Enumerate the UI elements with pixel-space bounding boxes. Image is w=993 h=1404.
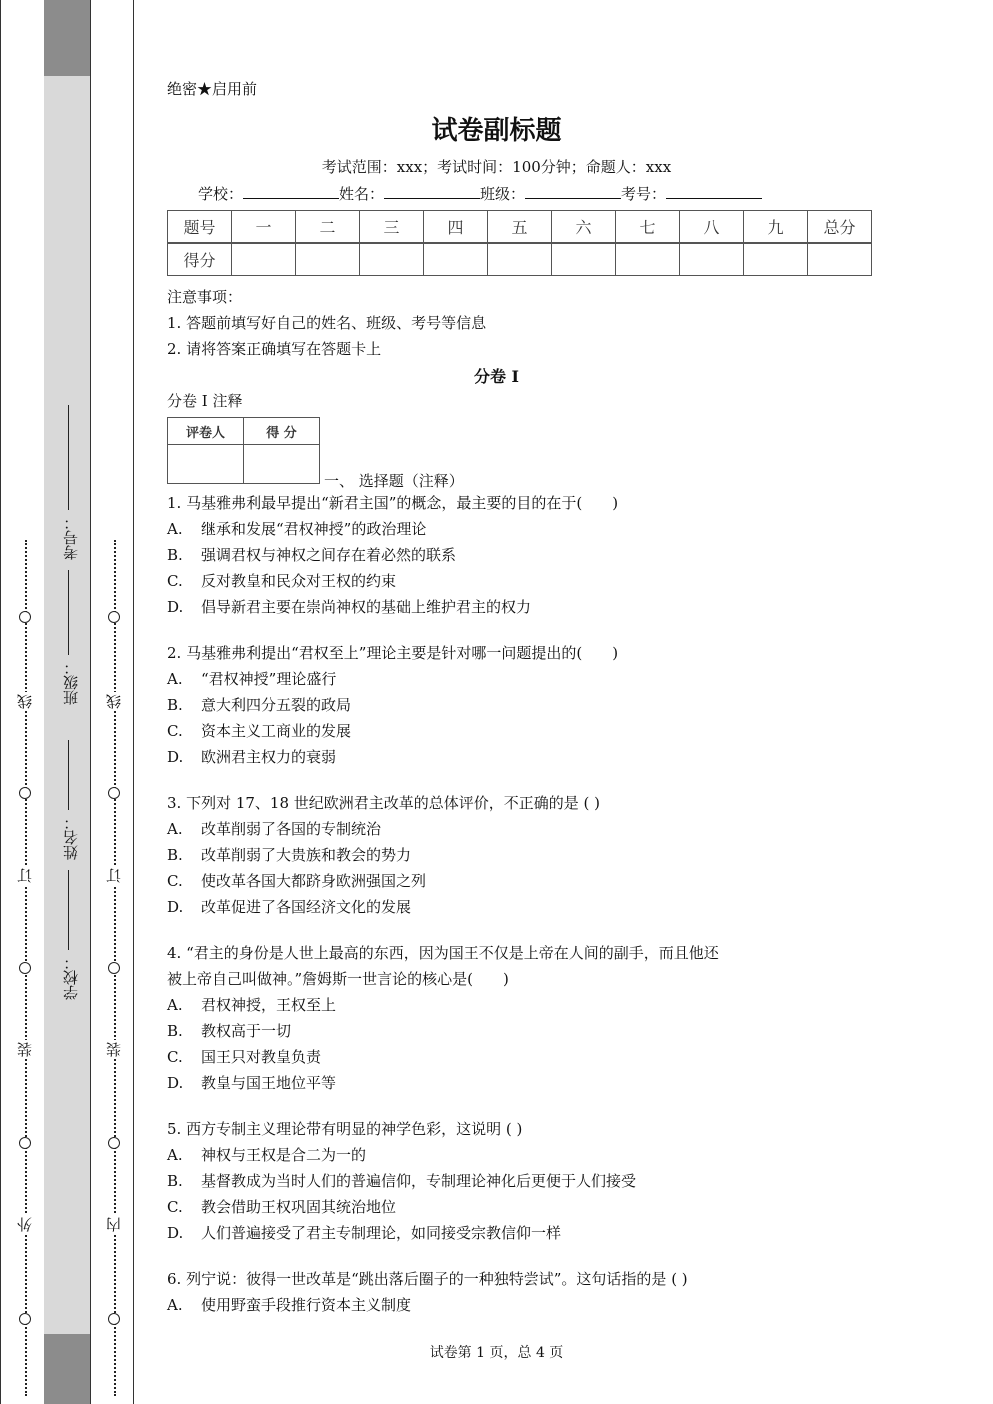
score-header-cell: 五 bbox=[488, 211, 552, 244]
binding-hole bbox=[108, 1137, 120, 1149]
binding-char-inner: 订 bbox=[105, 868, 123, 883]
binding-hole bbox=[19, 787, 31, 799]
binding-label-name: 姓名： bbox=[62, 815, 80, 860]
option-a[interactable]: A. 继承和发展“君权神授”的政治理论 bbox=[167, 520, 427, 538]
score-cell[interactable] bbox=[616, 243, 680, 276]
binding-hole bbox=[19, 1137, 31, 1149]
score-header-cell: 三 bbox=[360, 211, 424, 244]
score-header-cell: 总分 bbox=[808, 211, 872, 244]
binding-blank bbox=[68, 405, 69, 510]
binding-char-inner: 线 bbox=[105, 694, 123, 709]
field-exam-no-label: 考号： bbox=[621, 185, 667, 203]
score-cell[interactable] bbox=[808, 243, 872, 276]
question-1 bbox=[167, 490, 618, 620]
score-cell[interactable] bbox=[360, 243, 424, 276]
score-cell[interactable] bbox=[296, 243, 360, 276]
class-blank[interactable] bbox=[525, 184, 621, 199]
option-b[interactable]: B. 意大利四分五裂的政局 bbox=[167, 696, 352, 714]
grader-table bbox=[167, 417, 320, 484]
score-header-cell: 题号 bbox=[168, 211, 232, 244]
option-c[interactable]: C. 国王只对教皇负责 bbox=[167, 1048, 322, 1066]
field-class-label: 班级： bbox=[480, 185, 526, 203]
option-d[interactable]: D. 人们普遍接受了君主专制理论，如同接受宗教信仰一样 bbox=[167, 1224, 562, 1242]
option-c[interactable]: C. 教会借助王权巩固其统治地位 bbox=[167, 1198, 397, 1216]
binding-hole bbox=[19, 962, 31, 974]
secret-label: 绝密★启用前 bbox=[167, 80, 258, 98]
binding-band bbox=[44, 76, 90, 1334]
notice-title: 注意事项： bbox=[167, 288, 243, 306]
option-d[interactable]: D. 教皇与国王地位平等 bbox=[167, 1074, 337, 1092]
name-blank[interactable] bbox=[384, 184, 480, 199]
field-name-label: 姓名： bbox=[339, 185, 385, 203]
option-b[interactable]: B. 教权高于一切 bbox=[167, 1022, 292, 1040]
score-cell[interactable] bbox=[744, 243, 808, 276]
option-d[interactable]: D. 改革促进了各国经济文化的发展 bbox=[167, 898, 412, 916]
exam-info: 考试范围：xxx；考试时间：100分钟；命题人：xxx bbox=[321, 158, 672, 176]
option-a[interactable]: A. 神权与王权是合二为一的 bbox=[167, 1146, 367, 1164]
score-header-cell: 二 bbox=[296, 211, 360, 244]
option-d[interactable]: D. 倡导新君主要在崇尚神权的基础上维护君主的权力 bbox=[167, 598, 532, 616]
question-stem: 2. 马基雅弗利提出“君权至上”理论主要是针对哪一问题提出的( ) bbox=[167, 644, 619, 662]
option-b[interactable]: B. 强调君权与神权之间存在着必然的联系 bbox=[167, 546, 457, 564]
binding-char-outer: 外 bbox=[16, 1217, 34, 1232]
question-4 bbox=[167, 940, 719, 1096]
question-stem: 4. “君主的身份是人世上最高的东西，因为国王不仅是上帝在人间的副手，而且他还 bbox=[167, 944, 719, 962]
binding-char-inner: 装 bbox=[105, 1042, 123, 1057]
score-header-cell: 七 bbox=[616, 211, 680, 244]
option-c[interactable]: C. 反对教皇和民众对王权的约束 bbox=[167, 572, 397, 590]
grader-cell[interactable] bbox=[244, 445, 320, 484]
question-3 bbox=[167, 790, 600, 920]
option-c[interactable]: C. 资本主义工商业的发展 bbox=[167, 722, 352, 740]
question-5 bbox=[167, 1116, 636, 1246]
score-header-cell: 九 bbox=[744, 211, 808, 244]
binding-hole bbox=[108, 611, 120, 623]
notice-item: 2. 请将答案正确填写在答题卡上 bbox=[167, 340, 382, 358]
strip-edge bbox=[133, 0, 134, 1404]
page-footer: 试卷第 1 页，总 4 页 bbox=[429, 1345, 564, 1361]
score-header-row bbox=[168, 211, 872, 244]
score-row bbox=[168, 243, 872, 276]
binding-label-exam-no: 考号： bbox=[62, 515, 80, 560]
binding-blank bbox=[68, 870, 69, 950]
binding-label-school: 学校： bbox=[62, 955, 80, 1000]
question-stem: 6. 列宁说：彼得一世改革是“跳出落后圈子的一种独特尝试”。这句话指的是 ( ) bbox=[167, 1270, 688, 1288]
binding-char-outer: 线 bbox=[16, 694, 34, 709]
binding-hole bbox=[19, 1313, 31, 1325]
binding-char-outer: 订 bbox=[16, 868, 34, 883]
score-header-cell: 四 bbox=[424, 211, 488, 244]
option-a[interactable]: A. “君权神授”理论盛行 bbox=[167, 670, 337, 688]
binding-blank bbox=[68, 570, 69, 655]
option-a[interactable]: A. 改革削弱了各国的专制统治 bbox=[167, 820, 382, 838]
score-cell[interactable] bbox=[680, 243, 744, 276]
question-stem: 被上帝自己叫做神。”詹姆斯一世言论的核心是( ) bbox=[167, 970, 509, 988]
score-cell[interactable] bbox=[232, 243, 296, 276]
score-cell[interactable] bbox=[488, 243, 552, 276]
binding-hole bbox=[108, 962, 120, 974]
exam-no-blank[interactable] bbox=[666, 184, 762, 199]
binding-label-class: 班级： bbox=[62, 660, 80, 705]
section-note: 分卷 I 注释 bbox=[167, 392, 243, 410]
score-header-cell: 一 bbox=[232, 211, 296, 244]
binding-blank bbox=[68, 740, 69, 810]
question-6 bbox=[167, 1266, 688, 1318]
score-cell[interactable] bbox=[552, 243, 616, 276]
score-cell[interactable] bbox=[424, 243, 488, 276]
option-d[interactable]: D. 欧洲君主权力的衰弱 bbox=[167, 748, 337, 766]
grader-label: 得 分 bbox=[244, 418, 320, 445]
grader-label: 评卷人 bbox=[168, 418, 244, 445]
question-stem: 5. 西方专制主义理论带有明显的神学色彩，这说明 ( ) bbox=[167, 1120, 523, 1138]
binding-band-dark bbox=[44, 0, 90, 76]
page-title: 试卷副标题 bbox=[431, 116, 562, 146]
strip-edge bbox=[90, 0, 91, 1404]
part-title: 一、 选择题（注释） bbox=[324, 472, 464, 490]
score-header-cell: 六 bbox=[552, 211, 616, 244]
student-fields bbox=[198, 183, 762, 204]
binding-hole bbox=[108, 1313, 120, 1325]
option-b[interactable]: B. 改革削弱了大贵族和教会的势力 bbox=[167, 846, 412, 864]
score-table bbox=[167, 210, 872, 276]
option-a[interactable]: A. 使用野蛮手段推行资本主义制度 bbox=[167, 1296, 412, 1314]
binding-hole bbox=[108, 787, 120, 799]
binding-hole bbox=[19, 611, 31, 623]
question-stem: 3. 下列对 17、18 世纪欧洲君主改革的总体评价，不正确的是 ( ) bbox=[167, 794, 601, 812]
field-school-label: 学校： bbox=[198, 185, 244, 203]
binding-char-outer: 装 bbox=[16, 1042, 34, 1057]
question-2 bbox=[167, 640, 618, 770]
score-header-cell: 八 bbox=[680, 211, 744, 244]
question-stem: 1. 马基雅弗利最早提出“新君主国”的概念，最主要的目的在于( ) bbox=[167, 494, 619, 512]
grader-cell[interactable] bbox=[168, 445, 244, 484]
option-b[interactable]: B. 基督教成为当时人们的普遍信仰，专制理论神化后更便于人们接受 bbox=[167, 1172, 637, 1190]
score-row-label: 得分 bbox=[168, 243, 232, 276]
section-title: 分卷 I bbox=[473, 367, 520, 386]
strip-edge bbox=[0, 0, 1, 1404]
binding-char-inner: 内 bbox=[105, 1217, 123, 1232]
option-c[interactable]: C. 使改革各国大都跻身欧洲强国之列 bbox=[167, 872, 427, 890]
school-blank[interactable] bbox=[243, 184, 339, 199]
option-a[interactable]: A. 君权神授，王权至上 bbox=[167, 996, 337, 1014]
notice-item: 1. 答题前填写好自己的姓名、班级、考号等信息 bbox=[167, 314, 487, 332]
